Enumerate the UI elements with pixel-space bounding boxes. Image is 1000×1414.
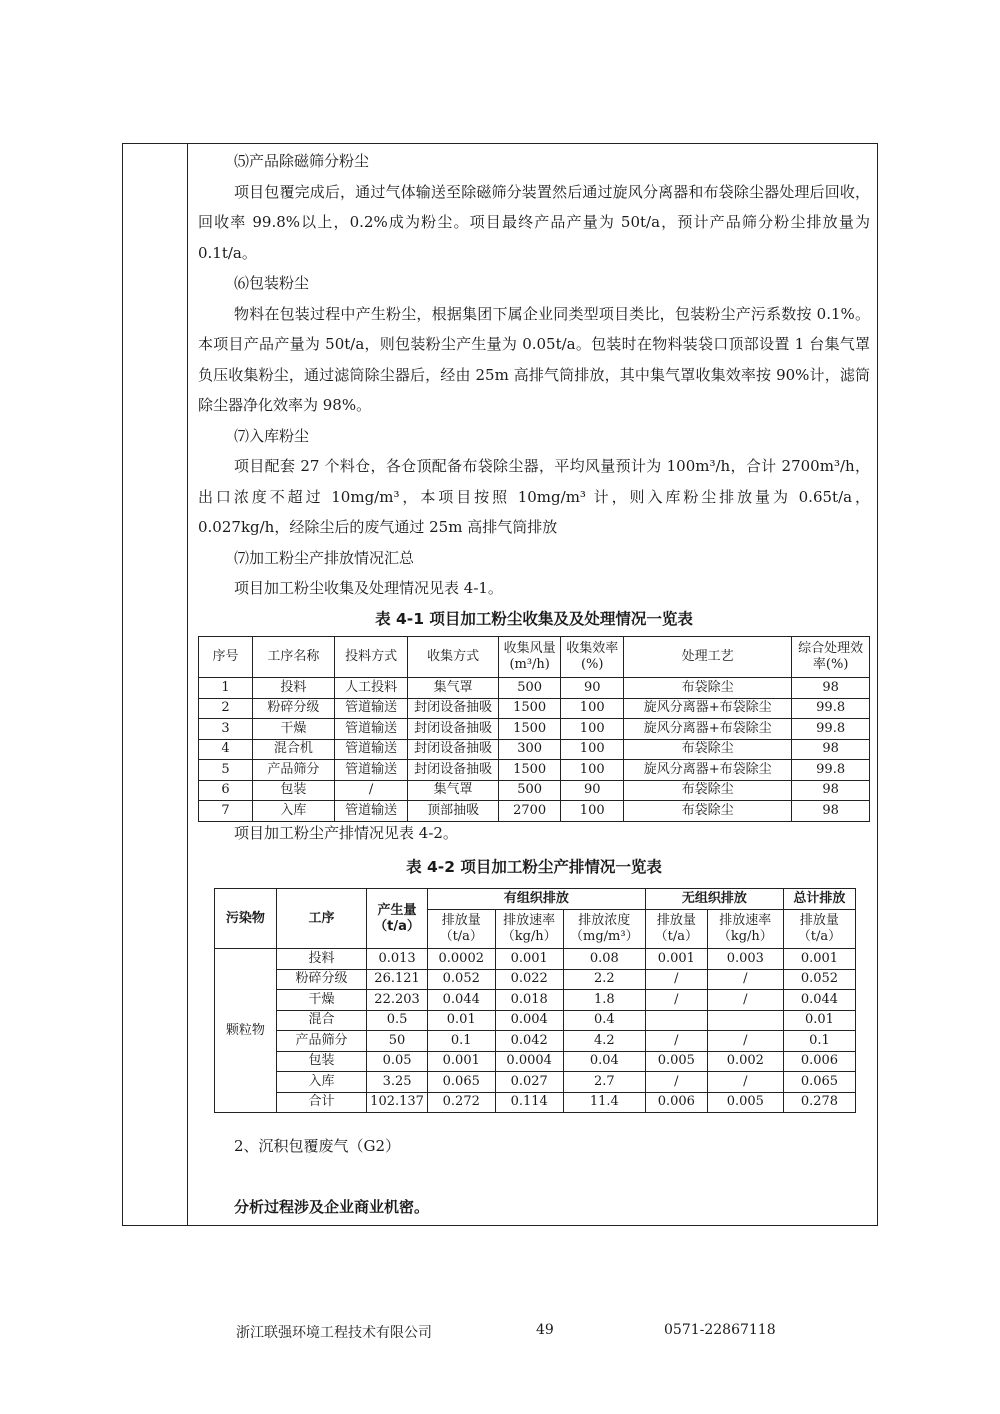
table-cell: 管道输送 xyxy=(334,698,407,719)
section-6-body: 物料在包装过程中产生粉尘，根据集团下属企业同类型项目类比，包装粉尘产污系数按 0.1%。本项目产品产量为 50t/a，则包装粉尘产生量为 0.05t/a。包装时在物料装袋口顶部设置 1 台集气罩负压收集粉尘，通过滤筒除尘器后，经由 25m 高排气筒排放，其中集气罩收集效率按 90%计，滤筒除尘器净化效率为 98%。 xyxy=(198,304,870,414)
table1-caption: 表 4-1 项目加工粉尘收集及及处理情况一览表 xyxy=(375,609,693,628)
table-cell: 人工投料 xyxy=(334,678,407,699)
table-row xyxy=(215,949,856,970)
section-5-title: ⑸产品除磁筛分粉尘 xyxy=(234,152,370,170)
table-cell: 包装 xyxy=(252,780,334,801)
table-cell: 98 xyxy=(792,678,870,699)
table-cell: 0.001 xyxy=(783,949,855,970)
table-cell: 2 xyxy=(199,698,253,719)
table-cell: 管道输送 xyxy=(334,760,407,781)
table-cell: 布袋除尘 xyxy=(624,739,792,760)
table-row xyxy=(215,969,856,990)
table-cell: 合计 xyxy=(276,1092,367,1113)
table-cell: 混合 xyxy=(276,1010,367,1031)
table-cell: 0.114 xyxy=(495,1092,563,1113)
table-cell: 布袋除尘 xyxy=(624,801,792,822)
table-cell: 100 xyxy=(561,801,624,822)
table2-header-output: 产生量（t/a） xyxy=(367,889,427,949)
table-cell: 0.065 xyxy=(427,1072,495,1093)
table2-subheader-cell: 排放速率（kg/h） xyxy=(495,910,563,949)
table2-subheader-cell: 排放速率（kg/h） xyxy=(707,910,783,949)
table-row xyxy=(199,739,870,760)
table-cell: / xyxy=(707,969,783,990)
table-cell: 投料 xyxy=(276,949,367,970)
table-cell: 入库 xyxy=(252,801,334,822)
table-cell: 98 xyxy=(792,780,870,801)
table-cell: 90 xyxy=(561,780,624,801)
document-content xyxy=(198,146,870,1222)
table-cell: 0.052 xyxy=(427,969,495,990)
table-cell: 旋风分离器+布袋除尘 xyxy=(624,698,792,719)
table-cell: 1.8 xyxy=(563,990,645,1011)
table-cell: 102.137 xyxy=(367,1092,427,1113)
table-row xyxy=(215,1031,856,1052)
section-5-body: 项目包覆完成后，通过气体输送至除磁筛分装置然后通过旋风分离器和布袋除尘器处理后回收，回收率 99.8%以上，0.2%成为粉尘。项目最终产品产量为 50t/a，预计产品筛分粉尘排放量为 0.1t/a。 xyxy=(198,182,870,262)
table-cell: 旋风分离器+布袋除尘 xyxy=(624,719,792,740)
table-cell: 集气罩 xyxy=(408,678,499,699)
section-6-title: ⑹包装粉尘 xyxy=(234,274,310,292)
table-row xyxy=(199,801,870,822)
table1-header-cell: 处理工艺 xyxy=(624,637,792,678)
table-cell: 0.003 xyxy=(707,949,783,970)
table-cell: 0.002 xyxy=(707,1051,783,1072)
table-cell: 0.018 xyxy=(495,990,563,1011)
table-cell: 封闭设备抽吸 xyxy=(408,698,499,719)
table-cell: 旋风分离器+布袋除尘 xyxy=(624,760,792,781)
table-row xyxy=(199,719,870,740)
table-cell: 0.0002 xyxy=(427,949,495,970)
table-cell: 0.0004 xyxy=(495,1051,563,1072)
table-cell: 99.8 xyxy=(792,760,870,781)
table-cell: 0.4 xyxy=(563,1010,645,1031)
table2-header-total: 总计排放 xyxy=(783,889,855,910)
table-cell: 11.4 xyxy=(563,1092,645,1113)
table-cell: 26.121 xyxy=(367,969,427,990)
table-cell: 4.2 xyxy=(563,1031,645,1052)
table-cell: 0.5 xyxy=(367,1010,427,1031)
table-cell: 6 xyxy=(199,780,253,801)
table-cell: 0.001 xyxy=(495,949,563,970)
table-cell: 封闭设备抽吸 xyxy=(408,760,499,781)
table2-header-pollutant: 污染物 xyxy=(215,889,277,949)
table-cell: 500 xyxy=(498,678,561,699)
table-cell: 0.004 xyxy=(495,1010,563,1031)
table1-header-cell: 工序名称 xyxy=(252,637,334,678)
table-cell: 300 xyxy=(498,739,561,760)
table-cell: 2700 xyxy=(498,801,561,822)
table-cell: / xyxy=(645,990,707,1011)
table-cell: 产品筛分 xyxy=(276,1031,367,1052)
table2-subheader-cell: 排放量（t/a） xyxy=(783,910,855,949)
table2 xyxy=(214,888,856,1113)
table-cell: 产品筛分 xyxy=(252,760,334,781)
table-row xyxy=(199,698,870,719)
table2-header-process: 工序 xyxy=(276,889,367,949)
table-cell: 100 xyxy=(561,719,624,740)
section-8-body: 项目加工粉尘收集及处理情况见表 4-1。 xyxy=(234,579,503,597)
table2-header-unorganized: 无组织排放 xyxy=(645,889,783,910)
table2-caption: 表 4-2 项目加工粉尘产排情况一览表 xyxy=(406,857,662,876)
g2-title: 2、沉积包覆废气（G2） xyxy=(234,1137,401,1155)
table-cell: 3.25 xyxy=(367,1072,427,1093)
table-cell: 98 xyxy=(792,801,870,822)
table-cell: 干燥 xyxy=(252,719,334,740)
table-cell: 管道输送 xyxy=(334,719,407,740)
table1-header-cell: 综合处理效率(%) xyxy=(792,637,870,678)
table1 xyxy=(198,636,870,822)
pollutant-cell: 颗粒物 xyxy=(215,949,277,1113)
table-cell: 封闭设备抽吸 xyxy=(408,719,499,740)
confidential-note: 分析过程涉及企业商业机密。 xyxy=(234,1197,430,1216)
section-7-title: ⑺入库粉尘 xyxy=(234,426,310,445)
table-cell: 1500 xyxy=(498,698,561,719)
table2-body xyxy=(215,949,856,1113)
table-cell: 2.7 xyxy=(563,1072,645,1093)
table-cell: 5 xyxy=(199,760,253,781)
table-cell: 1 xyxy=(199,678,253,699)
table-cell: 0.044 xyxy=(783,990,855,1011)
table-cell: 0.006 xyxy=(645,1092,707,1113)
table-cell: 布袋除尘 xyxy=(624,780,792,801)
section-8-title: ⑺加工粉尘产排放情况汇总 xyxy=(234,548,415,567)
table-cell: 4 xyxy=(199,739,253,760)
table-cell: 1500 xyxy=(498,760,561,781)
table-row xyxy=(215,1092,856,1113)
table-cell: 0.1 xyxy=(427,1031,495,1052)
table-cell: 0.013 xyxy=(367,949,427,970)
table-row xyxy=(215,1072,856,1093)
table1-header-cell: 收集效率(%) xyxy=(561,637,624,678)
table-cell: 1500 xyxy=(498,719,561,740)
table-cell: 99.8 xyxy=(792,719,870,740)
table-cell: 2.2 xyxy=(563,969,645,990)
table-cell: / xyxy=(707,1072,783,1093)
table-cell: 0.001 xyxy=(645,949,707,970)
table-cell: 粉碎分级 xyxy=(252,698,334,719)
table-cell: 0.052 xyxy=(783,969,855,990)
table-row xyxy=(215,1051,856,1072)
table2-header-organized: 有组织排放 xyxy=(427,889,645,910)
table-cell: / xyxy=(707,990,783,1011)
footer-phone: 0571-22867118 xyxy=(664,1322,776,1338)
table-cell: 顶部抽吸 xyxy=(408,801,499,822)
table-cell: 0.005 xyxy=(707,1092,783,1113)
table-cell: 管道输送 xyxy=(334,801,407,822)
table-row xyxy=(199,678,870,699)
table-row xyxy=(215,990,856,1011)
table1-header-cell: 收集风量(m³/h) xyxy=(498,637,561,678)
table-cell: 混合机 xyxy=(252,739,334,760)
table-cell: 98 xyxy=(792,739,870,760)
table1-header-row xyxy=(199,637,870,678)
table2-subheader-cell: 排放浓度（mg/m³） xyxy=(563,910,645,949)
table-row xyxy=(215,1010,856,1031)
table-cell: 0.001 xyxy=(427,1051,495,1072)
table-cell: 0.05 xyxy=(367,1051,427,1072)
table-cell: 0.027 xyxy=(495,1072,563,1093)
table-cell: 干燥 xyxy=(276,990,367,1011)
table-cell: 0.1 xyxy=(783,1031,855,1052)
table-cell: 包装 xyxy=(276,1051,367,1072)
table1-header-cell: 序号 xyxy=(199,637,253,678)
table-cell: / xyxy=(645,1072,707,1093)
table-cell: 管道输送 xyxy=(334,739,407,760)
table1-body xyxy=(199,678,870,822)
table-cell: 100 xyxy=(561,698,624,719)
footer-company: 浙江联强环境工程技术有限公司 xyxy=(236,1325,432,1341)
table-cell: 投料 xyxy=(252,678,334,699)
table-cell: 0.01 xyxy=(427,1010,495,1031)
table-cell: / xyxy=(334,780,407,801)
table-cell: / xyxy=(707,1031,783,1052)
table-cell xyxy=(645,1010,707,1031)
table2-subheader-cell: 排放量（t/a） xyxy=(427,910,495,949)
table-cell: 布袋除尘 xyxy=(624,678,792,699)
table-cell: 3 xyxy=(199,719,253,740)
table-cell: 99.8 xyxy=(792,698,870,719)
table-cell: / xyxy=(645,1031,707,1052)
table-cell: 集气罩 xyxy=(408,780,499,801)
table-cell: 0.01 xyxy=(783,1010,855,1031)
table-cell: 0.065 xyxy=(783,1072,855,1093)
table-cell xyxy=(707,1010,783,1031)
table-cell: 0.04 xyxy=(563,1051,645,1072)
table-cell: 0.272 xyxy=(427,1092,495,1113)
table-cell: 500 xyxy=(498,780,561,801)
table-row xyxy=(199,780,870,801)
table-cell: 0.022 xyxy=(495,969,563,990)
table1-note: 项目加工粉尘产排情况见表 4-2。 xyxy=(234,823,458,842)
table-cell: 0.005 xyxy=(645,1051,707,1072)
table-cell: 22.203 xyxy=(367,990,427,1011)
table-cell: 0.278 xyxy=(783,1092,855,1113)
table2-header-row xyxy=(215,889,856,910)
table1-header-cell: 收集方式 xyxy=(408,637,499,678)
table1-header-cell: 投料方式 xyxy=(334,637,407,678)
table-cell: 0.044 xyxy=(427,990,495,1011)
table-cell: 入库 xyxy=(276,1072,367,1093)
table-cell: 0.042 xyxy=(495,1031,563,1052)
table-cell: 100 xyxy=(561,760,624,781)
table-cell: 0.08 xyxy=(563,949,645,970)
frame-divider xyxy=(187,143,188,1226)
table-row xyxy=(199,760,870,781)
table-cell: 封闭设备抽吸 xyxy=(408,739,499,760)
table-cell: / xyxy=(645,969,707,990)
footer-page-number: 49 xyxy=(536,1322,554,1338)
table-cell: 粉碎分级 xyxy=(276,969,367,990)
section-7-body: 项目配套 27 个料仓，各仓顶配备布袋除尘器，平均风量预计为 100m³/h，合计 2700m³/h，出口浓度不超过 10mg/m³，本项目按照 10mg/m³ 计，则入库粉尘排放量为 0.65t/a，0.027kg/h，经除尘后的废气通过 25m 高排气筒排放 xyxy=(198,457,870,536)
table-cell: 100 xyxy=(561,739,624,760)
table2-wrapper xyxy=(198,888,870,1131)
table-cell: 0.006 xyxy=(783,1051,855,1072)
table2-subheader-cell: 排放量（t/a） xyxy=(645,910,707,949)
table-cell: 50 xyxy=(367,1031,427,1052)
table-cell: 90 xyxy=(561,678,624,699)
table-cell: 7 xyxy=(199,801,253,822)
